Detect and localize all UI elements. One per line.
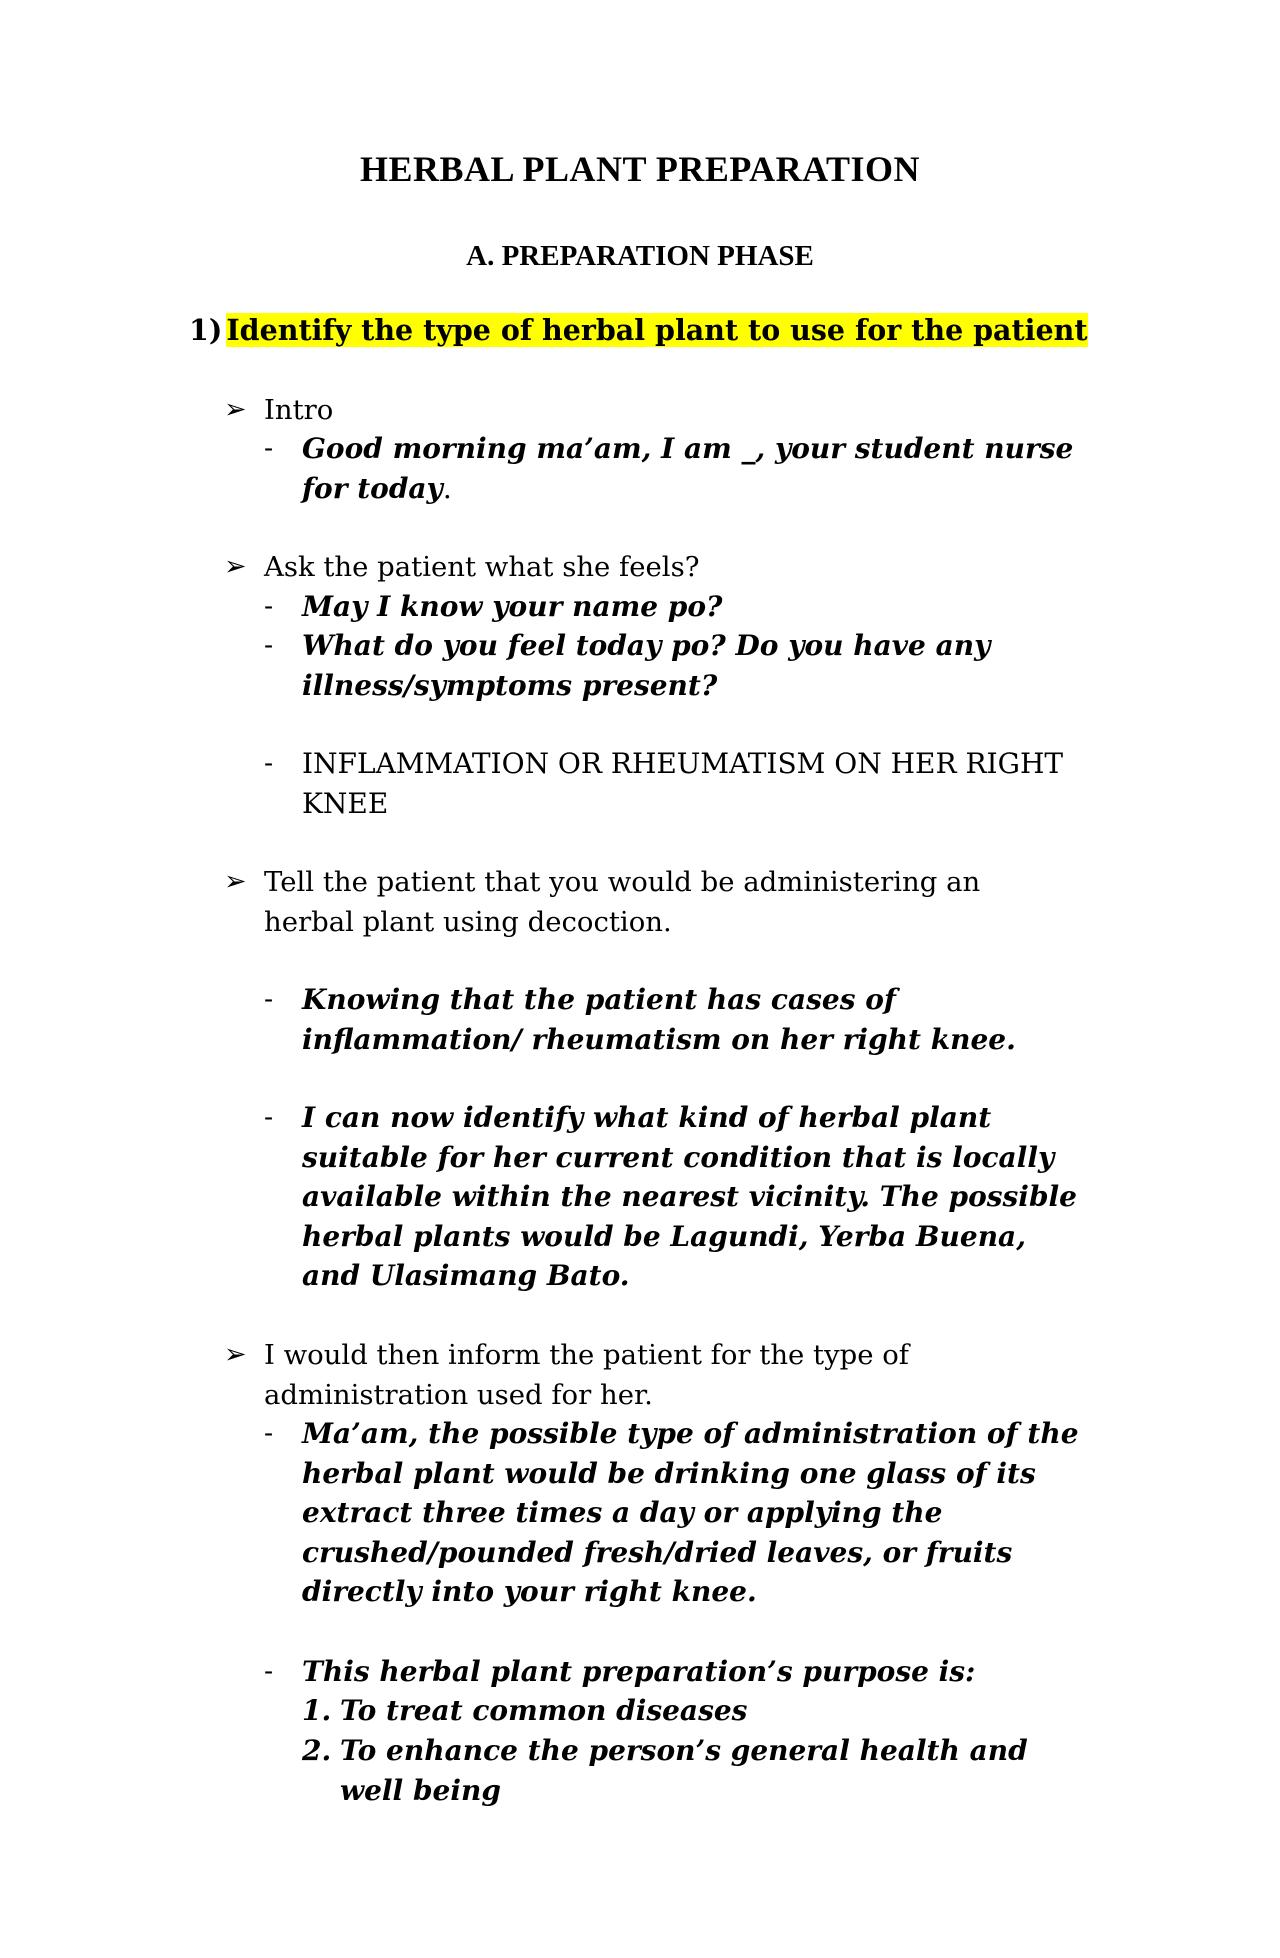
purpose-item: To treat common diseases: [340, 1694, 748, 1727]
note-condition: Knowing that the patient has cases of inflammation/ rheumatism on her right knee.: [302, 983, 1016, 1056]
dash-marker: -: [264, 748, 274, 779]
dash-marker: -: [264, 984, 274, 1015]
bullet-ask: Ask the patient what she feels?: [264, 551, 700, 583]
dash-marker: -: [264, 1418, 274, 1449]
dash-marker: -: [264, 591, 274, 622]
administration-type: Ma’am, the possible type of administration of the herbal plant would be drinking one glass of its extract three times a day or applying the crushed/pounded fresh/dried leaves, or fruits directly into your right knee.: [302, 1417, 1079, 1608]
question-feel: What do you feel today po? Do you have any illness/symptoms present?: [302, 629, 991, 702]
note-identify-plant: I can now identify what kind of herbal plant suitable for her current condition that is locally available within the nearest vicinity. The possible herbal plants would be Lagundi, Yerba Buena, and Ulasimang Bato.: [302, 1101, 1077, 1292]
bullet-arrow-icon: ➢: [224, 551, 247, 582]
dash-marker: -: [264, 1102, 274, 1133]
highlighted-step-text: Identify the type of herbal plant to use for the patient: [226, 313, 1088, 347]
bullet-arrow-icon: ➢: [224, 394, 247, 425]
step-heading: [189, 310, 1088, 350]
dash-marker: -: [264, 433, 274, 464]
bullet-arrow-icon: ➢: [224, 1339, 247, 1370]
patient-answer: INFLAMMATION OR RHEUMATISM ON HER RIGHT KNEE: [302, 747, 1064, 820]
bullet-arrow-icon: ➢: [224, 866, 247, 897]
document-title: HERBAL PLANT PREPARATION: [359, 149, 921, 189]
bullet-intro: Intro: [264, 394, 334, 426]
bullet-tell: Tell the patient that you would be administering an herbal plant using decoction.: [264, 866, 981, 938]
question-name: May I know your name po?: [302, 590, 723, 623]
dash-marker: -: [264, 1656, 274, 1687]
section-heading: A. PREPARATION PHASE: [466, 240, 814, 272]
purpose-intro: This herbal plant preparation’s purpose is:: [302, 1655, 976, 1688]
bullet-inform: I would then inform the patient for the type of administration used for her.: [264, 1339, 909, 1411]
step-number: 1): [189, 313, 223, 347]
list-number: 2.: [302, 1734, 332, 1767]
dash-marker: -: [264, 630, 274, 661]
list-number: 1.: [302, 1694, 332, 1727]
intro-greeting: Good morning ma’am, I am _, your student nurse for today.: [302, 432, 1074, 505]
purpose-item: To enhance the person’s general health and well being: [340, 1734, 1028, 1807]
